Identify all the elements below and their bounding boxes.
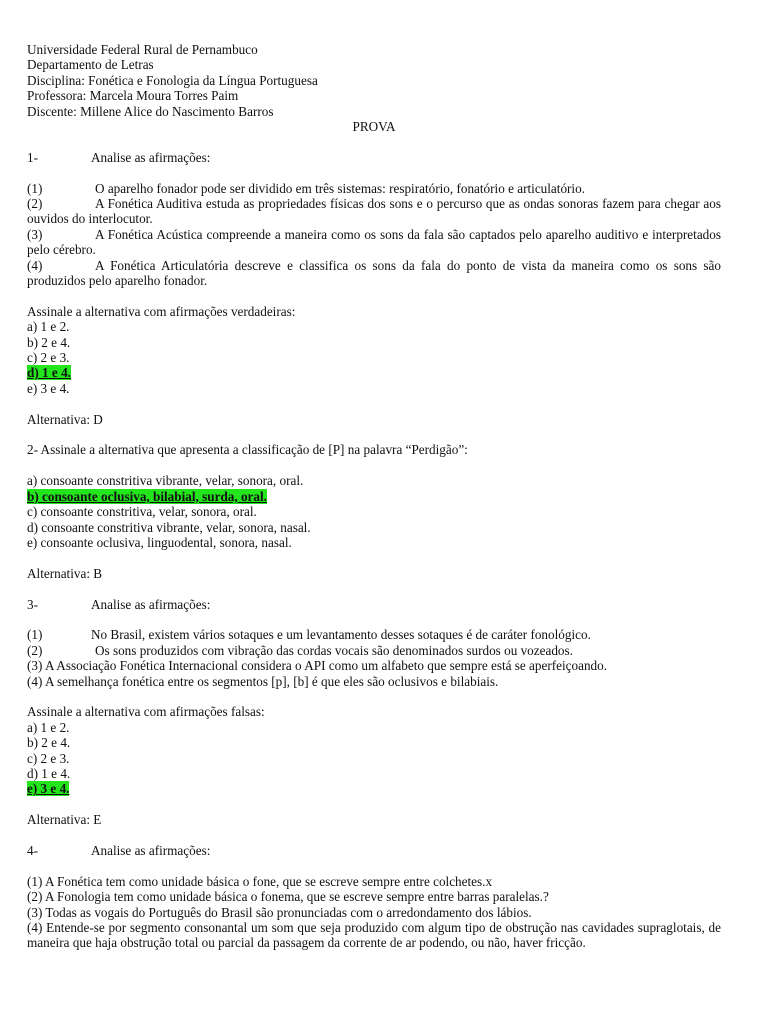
discipline-name: Disciplina: Fonética e Fonologia da Língua Portuguesa — [27, 72, 318, 88]
option-a: a) consoante constritiva vibrante, velar, sonora, oral. — [27, 473, 304, 489]
document-page — [27, 42, 721, 951]
answer-highlight: b) consoante oclusiva, bilabial, surda, oral. — [27, 488, 267, 504]
option-d: d) consoante constritiva vibrante, velar, sonora, nasal. — [27, 519, 311, 535]
question-2-prompt: 2- Assinale a alternativa que apresenta a classificação de [P] na palavra “Perdigão”: — [27, 442, 468, 458]
student-name: Discente: Millene Alice do Nascimento Barros — [27, 103, 274, 119]
question-3 — [27, 597, 721, 828]
question-3-heading — [27, 597, 721, 612]
statement-4: (4) A semelhança fonética entre os segmentos [p], [b] é que eles são oclusivos e bilabiais. — [27, 673, 499, 689]
question-1-heading — [27, 150, 721, 165]
option-b-selected — [27, 489, 721, 504]
option-c: c) 2 e 3. — [27, 750, 70, 766]
option-e-selected — [27, 781, 721, 796]
option-c: c) 2 e 3. — [27, 350, 70, 366]
question-4-heading — [27, 843, 721, 858]
option-d: d) 1 e 4. — [27, 765, 71, 781]
question-1-answer: Alternativa: D — [27, 411, 103, 427]
option-e: e) consoante oclusiva, linguodental, sonora, nasal. — [27, 534, 292, 550]
question-2-answer: Alternativa: B — [27, 565, 103, 581]
option-a: a) 1 e 2. — [27, 719, 70, 735]
document-header — [27, 42, 721, 134]
answer-highlight: d) 1 e 4. — [27, 365, 71, 381]
exam-title: PROVA — [352, 119, 396, 135]
statement-3: (3) Todas as vogais do Português do Brasil são pronunciadas com o arredondamento dos lábios. — [27, 904, 532, 920]
statement-2: (2) A Fonologia tem como unidade básica o fonema, que se escreve sempre entre barras paralelas.? — [27, 889, 549, 905]
question-3-instruction: Assinale a alternativa com afirmações falsas: — [27, 704, 265, 720]
question-4-number: 4- — [27, 842, 38, 858]
question-1 — [27, 150, 721, 427]
option-b: b) 2 e 4. — [27, 735, 71, 751]
question-1-instruction: Assinale a alternativa com afirmações verdadeiras: — [27, 303, 296, 319]
statement-3: (3) A Associação Fonética Internacional considera o API como um alfabeto que sempre está se aperfeiçoando. — [27, 658, 608, 674]
question-4-prompt: Analise as afirmações: — [91, 842, 211, 858]
statement-1: (1) O aparelho fonador pode ser dividido em três sistemas: respiratório, fonatório e articulatório. — [27, 180, 585, 196]
question-3-answer: Alternativa: E — [27, 812, 102, 828]
answer-highlight: e) 3 e 4. — [27, 781, 70, 797]
question-3-number: 3- — [27, 596, 38, 612]
question-3-prompt: Analise as afirmações: — [91, 596, 211, 612]
option-b: b) 2 e 4. — [27, 334, 71, 350]
statement-1: (1) No Brasil, existem vários sotaques e um levantamento desses sotaques é de caráter fonológico. — [27, 627, 591, 643]
option-e: e) 3 e 4. — [27, 380, 70, 396]
question-4 — [27, 843, 721, 951]
statement-3: (3) A Fonética Acústica compreende a maneira como os sons da fala são captados pelo aparelho auditivo e interpretados pelo cérebro. — [27, 226, 721, 258]
university-name: Universidade Federal Rural de Pernambuco — [27, 42, 258, 57]
option-a: a) 1 e 2. — [27, 319, 70, 335]
question-2 — [27, 442, 721, 581]
question-1-prompt: Analise as afirmações: — [91, 149, 211, 165]
statement-4: (4) A Fonética Articulatória descreve e classifica os sons da fala do ponto de vista da maneira como os sons são produzidos pelo aparelho fonador. — [27, 257, 721, 289]
option-d-selected — [27, 365, 721, 380]
question-1-number: 1- — [27, 149, 38, 165]
statement-1: (1) A Fonética tem como unidade básica o fone, que se escreve sempre entre colchetes.x — [27, 873, 493, 889]
statement-2: (2) Os sons produzidos com vibração das cordas vocais são denominados surdos ou vozeados. — [27, 642, 573, 658]
department-name: Departamento de Letras — [27, 57, 154, 73]
professor-name: Professora: Marcela Moura Torres Paim — [27, 88, 239, 104]
statement-4: (4) Entende-se por segmento consonantal um som que seja produzido com algum tipo de obstrução nas cavidades supraglotais, de maneira que haja obstrução total ou parcial da passagem da corrente de ar podendo, ou não, haver fricção. — [27, 919, 721, 951]
option-c: c) consoante constritiva, velar, sonora, oral. — [27, 504, 257, 520]
statement-2: (2) A Fonética Auditiva estuda as propriedades físicas dos sons e o percurso que as ondas sonoras fazem para chegar aos ouvidos do interlocutor. — [27, 196, 721, 227]
